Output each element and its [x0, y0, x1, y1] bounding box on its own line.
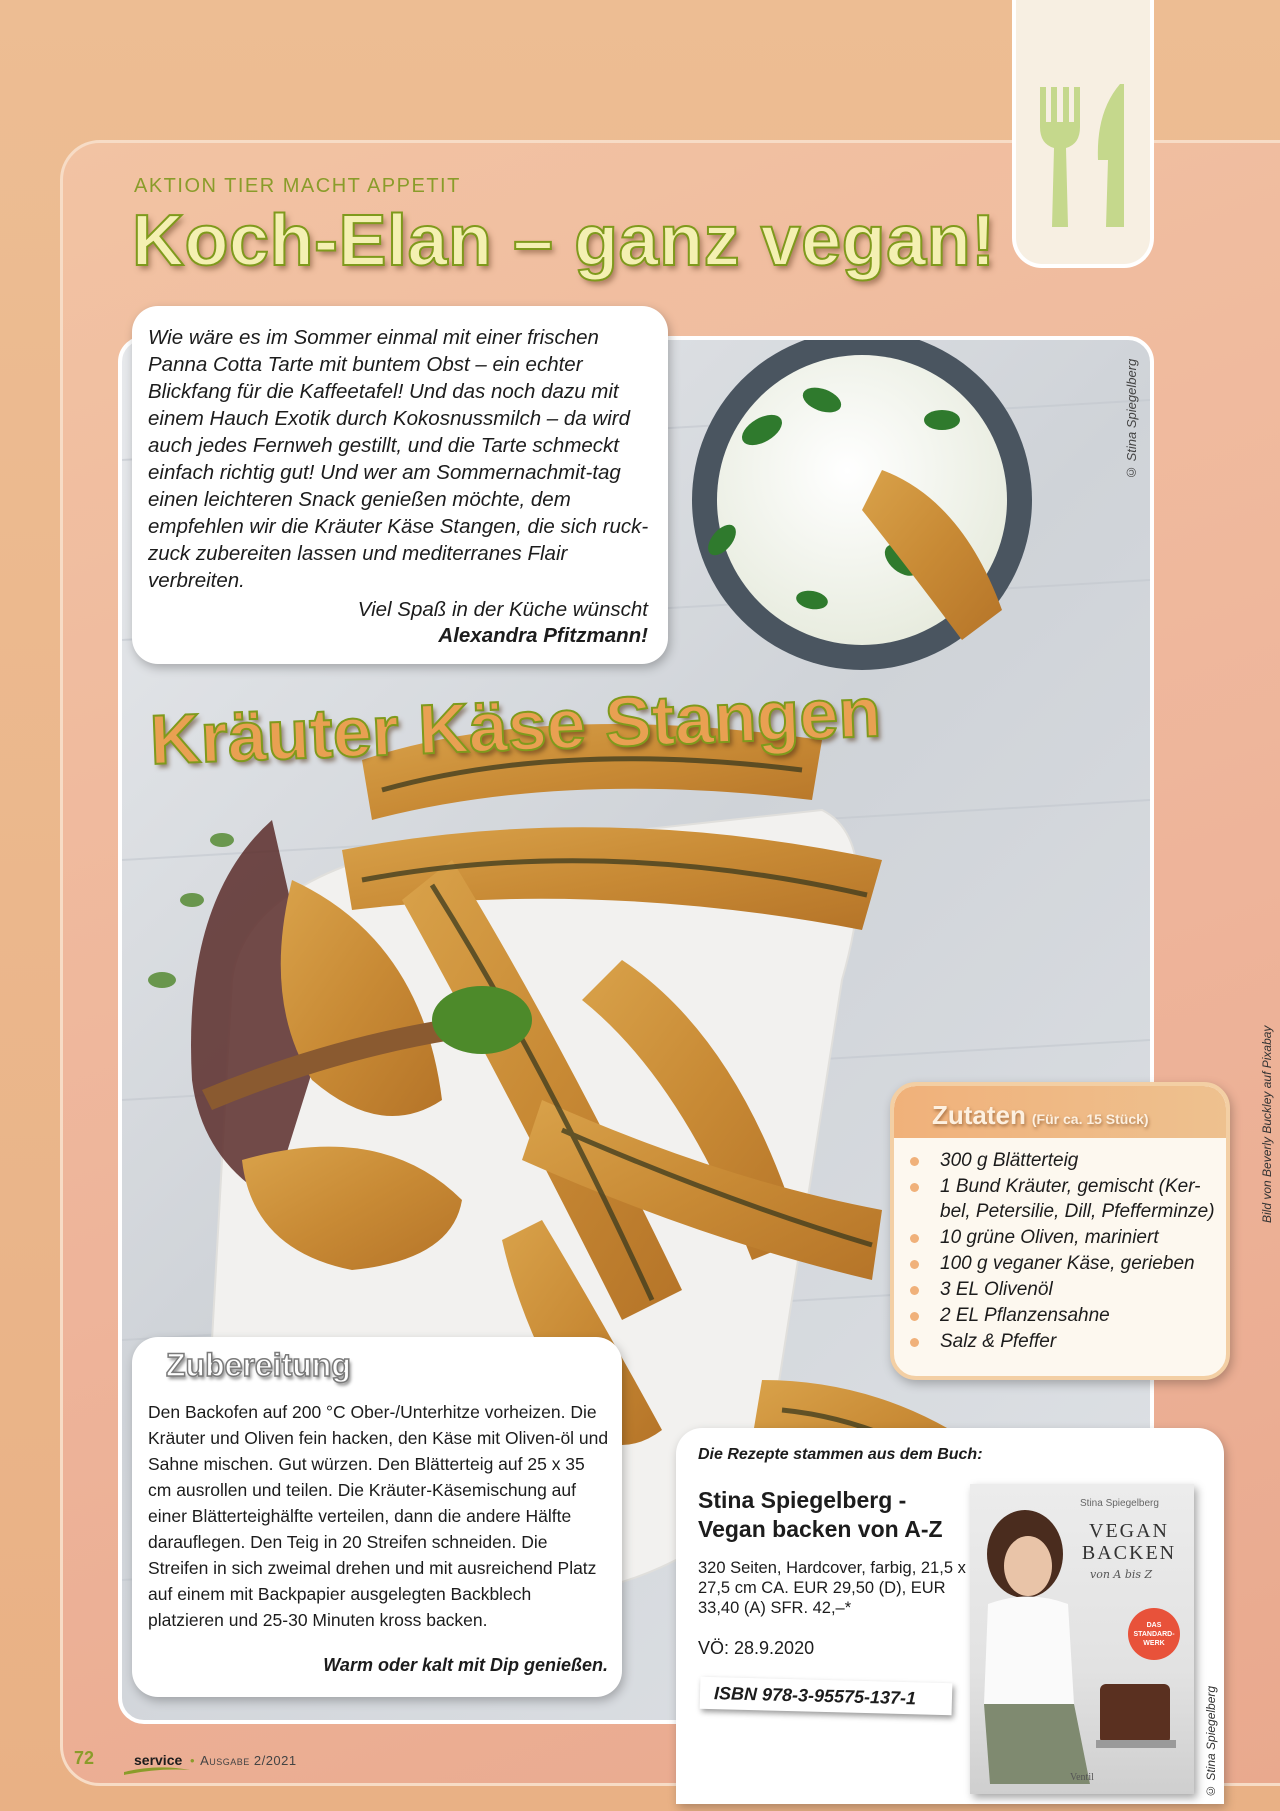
cover-publisher: Ventil: [1070, 1772, 1094, 1783]
list-item: 100 g veganer Käse, gerieben: [904, 1251, 1220, 1276]
cover-subtitle: von A bis Z: [1090, 1568, 1153, 1581]
section-kicker: AKTION TIER MACHT APPETIT: [134, 175, 461, 197]
cover-badge: DAS STANDARD-WERK: [1128, 1608, 1180, 1660]
cover-author: Stina Spiegelberg: [1080, 1498, 1159, 1509]
cover-credit: © Stina Spiegelberg: [1204, 1685, 1218, 1798]
preparation-tip: Warm oder kalt mit Dip genießen.: [323, 1655, 608, 1675]
preparation-text: Den Backofen auf 200 °C Ober-/Unterhitze vorheizen. Die Kräuter und Oliven fein hacken, den Käse mit Oliven-öl und Sahne mischen. Gut würzen. Den Blätterteig auf 25 x 35 cm ausrollen und teilen. Die Kräuter-Käsemischung auf einer Blätterteighälfte verteilen, dann die andere Hälfte darauflegen. Den Teig in 20 Streifen schneiden. Die Streifen in sich zweimal drehen und mit ausreichend Platz auf einem mit Backpapier ausgelegten Backblech platzieren und 25-30 Minuten kross backen.: [148, 1402, 609, 1630]
separator-dot-icon: •: [190, 1753, 196, 1768]
preparation-title: Zubereitung: [166, 1347, 351, 1383]
ingredients-box: [890, 1082, 1230, 1380]
preparation-box: [132, 1337, 622, 1697]
list-item: 10 grüne Oliven, mariniert: [904, 1225, 1220, 1250]
book-title: Stina Spiegelberg - Vegan backen von A-Z: [698, 1487, 943, 1542]
book-release-date: VÖ: 28.9.2020: [698, 1638, 815, 1658]
isbn-label: [700, 1677, 953, 1716]
intro-text: Wie wäre es im Sommer einmal mit einer frischen Panna Cotta Tarte mit buntem Obst – ein echter Blickfang für die Kaffeetafel! Und das noch dazu mit einem Hauch Exotik durch Kokosnussmilch – da wird auch jedes Fernweh gestillt, und die Tarte schmeckt einfach richtig gut! Und wer am Sommernachmit-tag einen leichteren Snack genießen möchte, dem empfehlen wir die Kräuter Käse Stangen, die sich ruck-zuck zubereiten lassen und mediterranes Flair verbreiten.: [148, 326, 649, 592]
ingredients-yield: (Für ca. 15 Stück): [1031, 1111, 1149, 1127]
book-box: [676, 1428, 1224, 1804]
list-item: Salz & Pfeffer: [904, 1329, 1220, 1354]
ingredients-list: [904, 1148, 1220, 1355]
recipe-title: Kräuter Käse Stangen: [148, 672, 883, 779]
list-item: 1 Bund Kräuter, gemischt (Ker-bel, Petersilie, Dill, Pfefferminze): [904, 1174, 1220, 1224]
list-item: 300 g Blätterteig: [904, 1148, 1220, 1173]
book-cover: [970, 1484, 1194, 1794]
page-title: Koch-Elan – ganz vegan!: [132, 201, 996, 281]
book-kicker: Die Rezepte stammen aus dem Buch:: [698, 1446, 983, 1463]
issue-label: • Ausgabe 2/2021: [190, 1753, 297, 1768]
ingredients-title: Zutaten (Für ca. 15 Stück): [932, 1100, 1149, 1130]
list-item: 3 EL Olivenöl: [904, 1277, 1220, 1302]
intro-box: [132, 306, 668, 664]
intro-author: Alexandra Pfitzmann!: [438, 624, 648, 647]
fork-knife-icon: [1030, 82, 1140, 232]
cover-title: VEGAN BACKEN: [1081, 1520, 1177, 1564]
list-item: 2 EL Pflanzensahne: [904, 1303, 1220, 1328]
category-tab: [1012, 0, 1154, 268]
book-details: 320 Seiten, Hardcover, farbig, 21,5 x 27,5 cm CA. EUR 29,50 (D), EUR 33,40 (A) SFR. 42,–*: [698, 1559, 966, 1617]
isbn-text: ISBN 978-3-95575-137-1: [713, 1683, 917, 1709]
photo-credit: © Stina Spiegelberg: [1124, 358, 1139, 480]
magazine-name: service: [134, 1752, 183, 1768]
page-number: 72: [74, 1748, 95, 1768]
image-source-credit: Bild von Beverly Buckley auf Pixabay: [1260, 1025, 1274, 1223]
intro-signoff: Viel Spaß in der Küche wünscht: [357, 598, 648, 621]
